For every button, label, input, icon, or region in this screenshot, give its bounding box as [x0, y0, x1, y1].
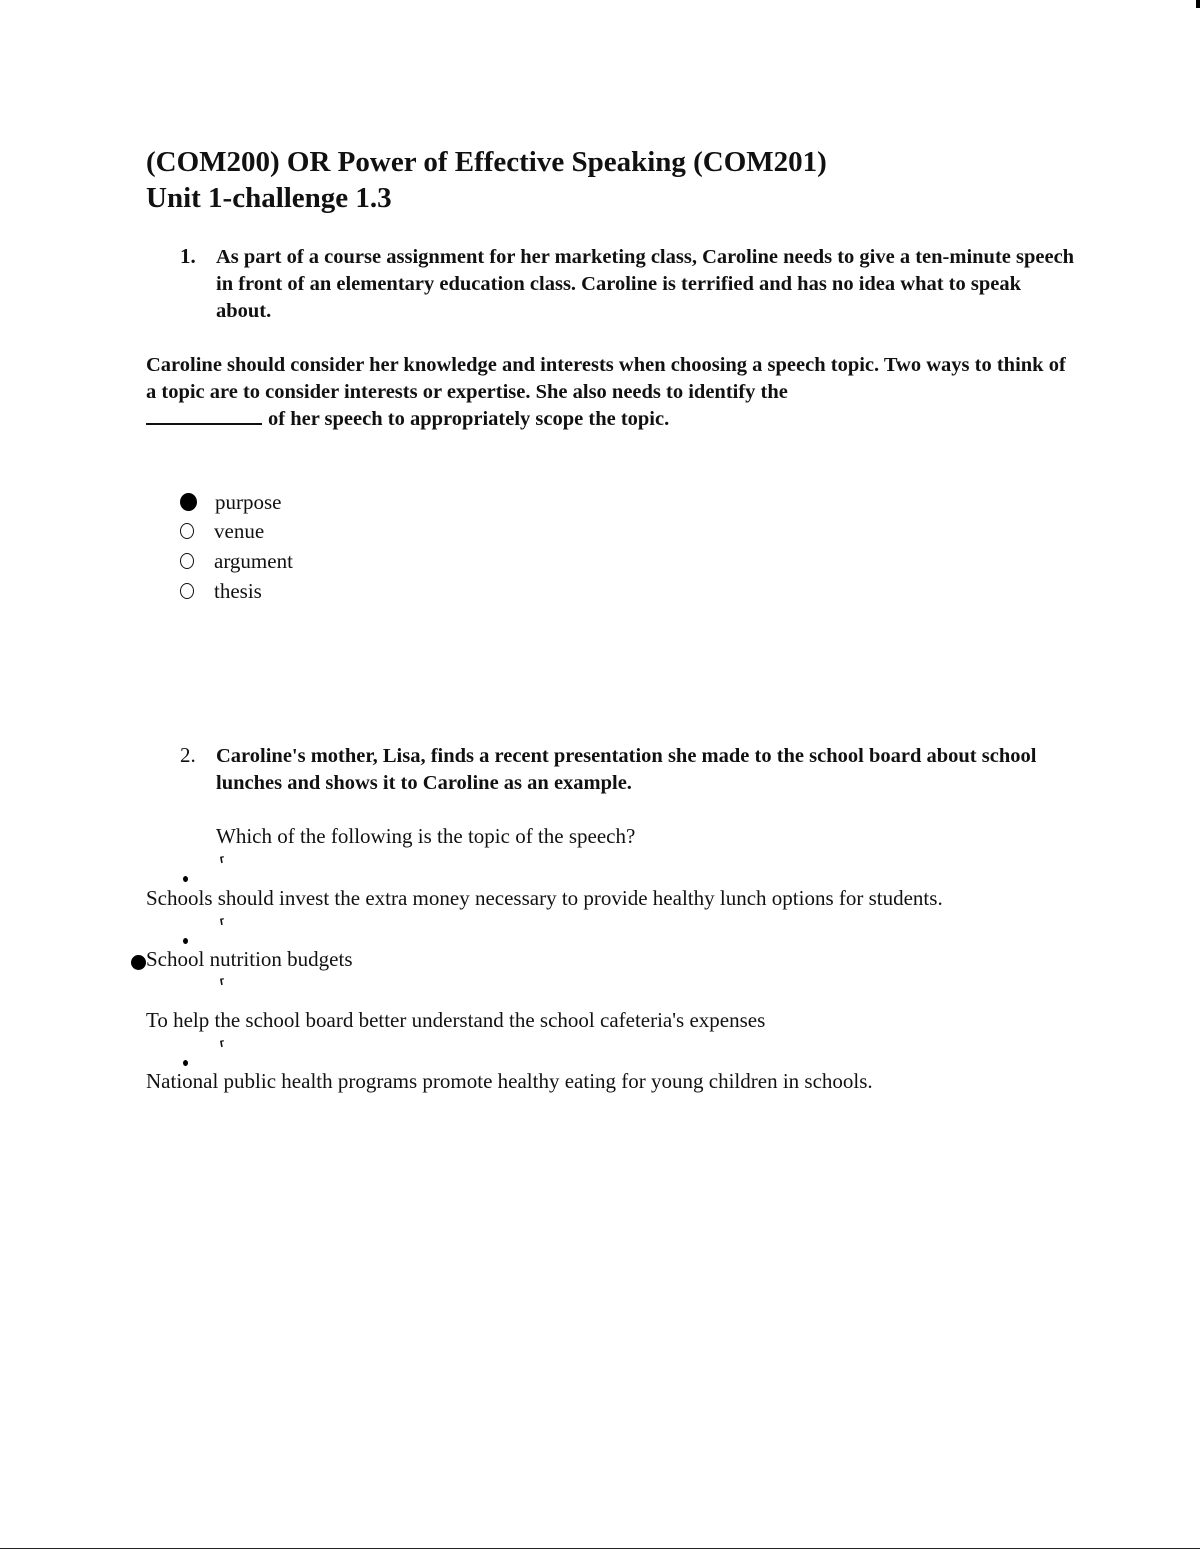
q2-option-a[interactable]: Schools should invest the extra money necessary to provide healthy lunch options for students. — [146, 886, 943, 910]
question-2-text: Caroline's mother, Lisa, finds a recent presentation she made to the school board about school lunches and shows it to Caroline as an example. — [216, 745, 1037, 794]
q2-option-c[interactable]: To help the school board better understand the school cafeteria's expenses — [146, 1008, 766, 1032]
bullet-dot-icon — [183, 1060, 188, 1066]
question-1-number: 1. — [180, 244, 196, 268]
q1-option-argument[interactable] — [180, 547, 293, 575]
option-label: thesis — [214, 578, 262, 603]
q2-option-b[interactable]: School nutrition budgets — [146, 947, 353, 971]
q1-option-purpose[interactable] — [180, 488, 282, 516]
q1-option-thesis[interactable] — [180, 577, 262, 605]
radio-empty-icon[interactable] — [180, 523, 194, 539]
page-title-line-1: (COM200) OR Power of Effective Speaking (COM201) — [146, 146, 827, 178]
page-title-line-2: Unit 1-challenge 1.3 — [146, 182, 392, 214]
question-2-number: 2. — [180, 743, 196, 767]
radio-c-icon[interactable]: ⸢ — [218, 853, 229, 876]
radio-c-icon[interactable]: ⸢ — [218, 1037, 229, 1060]
prompt-before-blank: Caroline should consider her knowledge and interests when choosing a speech topic. Two ways to think of a topic are to consider interests or expertise. She also needs to identify the — [146, 354, 1066, 403]
bullet-dot-icon — [183, 876, 188, 882]
scan-edge-mark — [1196, 0, 1200, 8]
fill-in-blank — [146, 407, 262, 425]
selected-dot-icon — [131, 955, 146, 970]
option-label: venue — [214, 518, 265, 543]
question-2-sub-question: Which of the following is the topic of the speech? — [216, 824, 636, 848]
radio-empty-icon[interactable] — [180, 583, 194, 599]
radio-selected-icon[interactable] — [180, 493, 197, 511]
prompt-after-blank: of her speech to appropriately scope the topic. — [268, 408, 670, 430]
radio-c-icon[interactable]: ⸢ — [218, 975, 229, 998]
option-label: purpose — [215, 489, 282, 514]
page-bottom-rule — [0, 1548, 1200, 1549]
radio-empty-icon[interactable] — [180, 553, 194, 569]
question-1-prompt — [146, 352, 1066, 433]
question-1-text: As part of a course assignment for her marketing class, Caroline needs to give a ten-minute speech in front of an elementary education class. Caroline is terrified and has no idea what to speak about. — [216, 246, 1075, 322]
q2-option-d[interactable]: National public health programs promote healthy eating for young children in schools. — [146, 1069, 873, 1093]
bullet-dot-icon — [183, 938, 188, 944]
option-label: argument — [214, 548, 293, 573]
q1-option-venue[interactable] — [180, 517, 264, 545]
radio-c-icon[interactable]: ⸢ — [218, 915, 229, 938]
